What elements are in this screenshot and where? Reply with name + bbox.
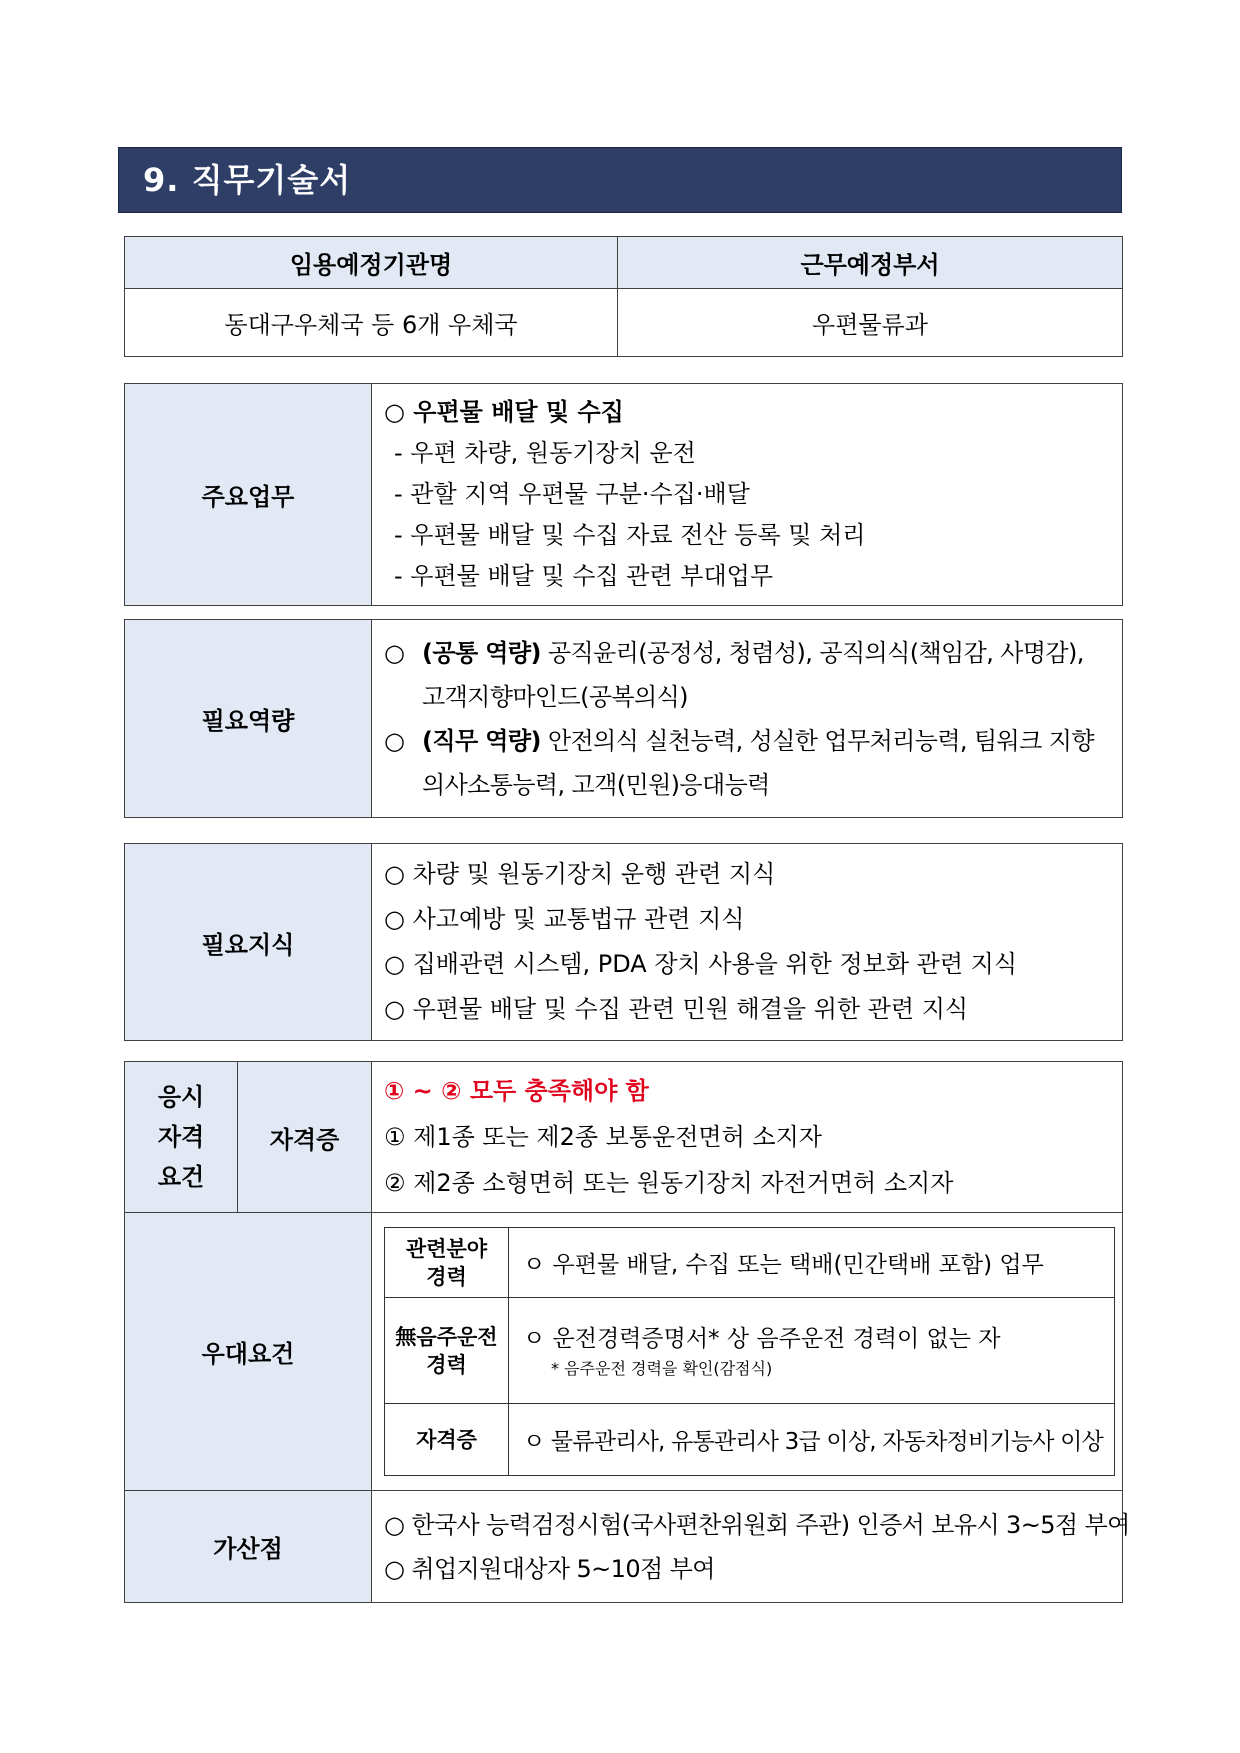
job-competency-text: 안전의식 실천능력, 성실한 업무처리능력, 팀워크 지향 의사소통능력, 고객(민원)응대능력 [422, 726, 1094, 799]
org-table-value-row [125, 289, 1123, 357]
common-competency [384, 631, 1112, 719]
common-competency-text: 공직윤리(공정성, 청렴성), 공직의식(책임감, 사명감), 고객지향마인드(공복의식) [422, 638, 1084, 711]
circle-bullet-icon: ○ [384, 726, 405, 755]
knowledge-label: 필요지식 [125, 844, 372, 1041]
preference-row-text: ㅇ 물류관리사, 유통관리사 3급 이상, 자동차정비기능사 이상 [509, 1404, 1115, 1476]
knowledge-item: ○ 우편물 배달 및 수집 관련 민원 해결을 위한 관련 지식 [384, 995, 969, 1023]
main-duties-label: 주요업무 [125, 384, 372, 606]
org-header-department: 근무예정부서 [618, 237, 1123, 289]
bonus-content [372, 1491, 1130, 1603]
main-duties-item: - 우편 차량, 원동기장치 운전 [394, 439, 696, 467]
competency-content [372, 620, 1123, 818]
preference-label: 우대요건 [125, 1213, 372, 1491]
preference-row-label: 無음주운전 경력 [385, 1298, 509, 1404]
preference-row [385, 1298, 1115, 1404]
common-competency-tag: (공통 역량) [422, 638, 541, 667]
knowledge-item: ○ 집배관련 시스템, PDA 장치 사용을 위한 정보화 관련 지식 [384, 950, 1018, 978]
preference-content [372, 1213, 1123, 1491]
section-title: 9. 직무기술서 [118, 147, 1122, 213]
org-table-header-row [125, 237, 1123, 289]
main-duties-table [124, 383, 1123, 606]
knowledge-content [372, 844, 1123, 1041]
org-value-agency: 동대구우체국 등 6개 우체국 [125, 289, 618, 357]
preference-row-label: 관련분야 경력 [385, 1228, 509, 1298]
bonus-label: 가산점 [125, 1491, 372, 1603]
competency-label: 필요역량 [125, 620, 372, 818]
knowledge-item: ○ 사고예방 및 교통법규 관련 지식 [384, 905, 745, 933]
eligibility-content [372, 1062, 1123, 1213]
main-duties-content [372, 384, 1123, 606]
preference-row-note: * 음주운전 경력을 확인(감점식) [551, 1358, 773, 1378]
org-value-department: 우편물류과 [618, 289, 1123, 357]
eligibility-sub-label: 자격증 [238, 1062, 372, 1213]
preference-row-text: ㅇ 우편물 배달, 수집 또는 택배(민간택배 포함) 업무 [509, 1228, 1115, 1298]
main-duties-item: - 관할 지역 우편물 구분·수집·배달 [394, 480, 750, 508]
eligibility-item: ① 제1종 또는 제2종 보통운전면허 소지자 [384, 1123, 822, 1151]
preference-row-cell [509, 1298, 1115, 1404]
job-competency-tag: (직무 역량) [422, 726, 541, 755]
preference-row [385, 1228, 1115, 1298]
bonus-item: ○ 한국사 능력검정시험(국사편찬위원회 주관) 인증서 보유시 3~5점 부여 [384, 1510, 1130, 1539]
main-duties-item: - 우편물 배달 및 수집 관련 부대업무 [394, 562, 774, 590]
preference-table [384, 1227, 1115, 1476]
org-table [124, 236, 1123, 357]
competency-table [124, 619, 1123, 818]
preference-row-label: 자격증 [385, 1404, 509, 1476]
preference-row [385, 1404, 1115, 1476]
preference-row-text: ㅇ 운전경력증명서* 상 음주운전 경력이 없는 자 [523, 1325, 1001, 1352]
main-duties-heading: ○ 우편물 배달 및 수집 [384, 398, 624, 426]
knowledge-table [124, 843, 1123, 1041]
main-duties-item: - 우편물 배달 및 수집 자료 전산 등록 및 처리 [394, 521, 866, 549]
org-header-agency: 임용예정기관명 [125, 237, 618, 289]
eligibility-label: 응시 자격 요건 [125, 1062, 238, 1213]
knowledge-item: ○ 차량 및 원동기장치 운행 관련 지식 [384, 860, 776, 888]
circle-bullet-icon: ○ [384, 638, 405, 667]
bonus-item: ○ 취업지원대상자 5~10점 부여 [384, 1554, 715, 1583]
requirements-table [124, 1061, 1130, 1603]
eligibility-requirement: ① ~ ② 모두 충족해야 함 [384, 1077, 649, 1105]
eligibility-item: ② 제2종 소형면허 또는 원동기장치 자전거면허 소지자 [384, 1169, 954, 1197]
job-competency [384, 719, 1112, 807]
